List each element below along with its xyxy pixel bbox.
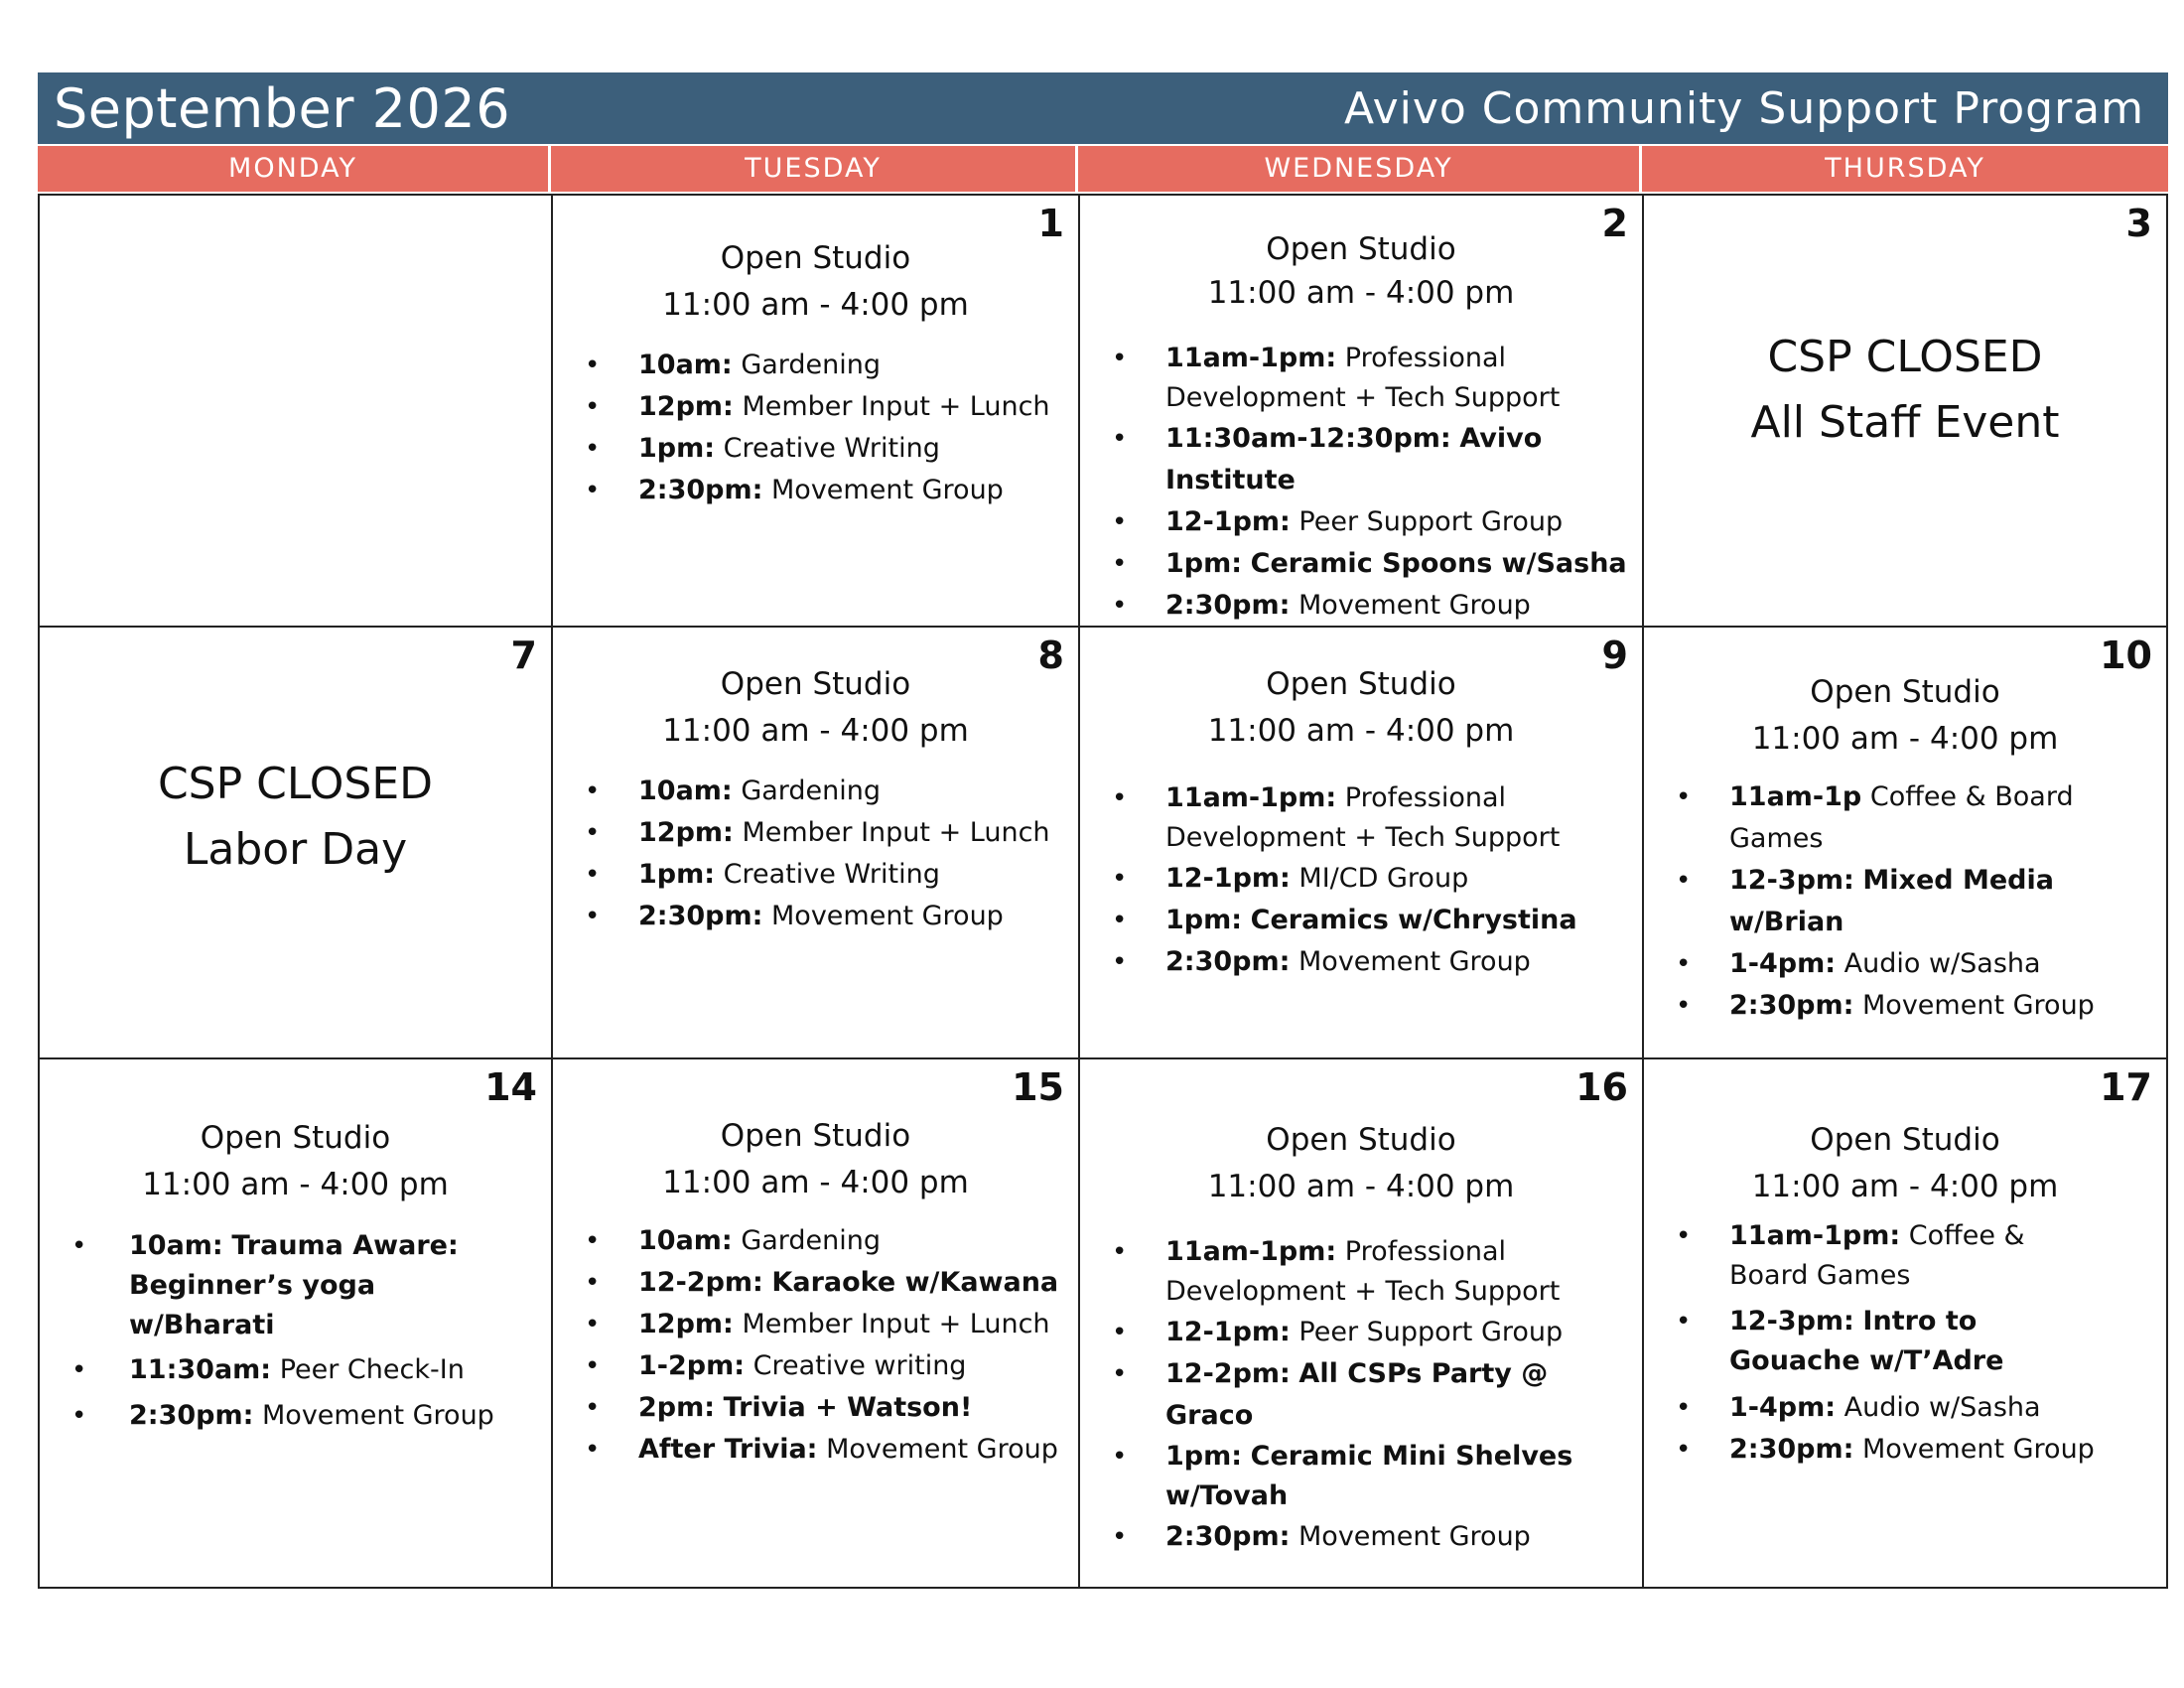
day-cell-empty	[40, 196, 553, 628]
studio-title: Open Studio	[720, 1118, 911, 1154]
weekday-monday: MONDAY	[38, 146, 551, 192]
event-item: • 2:30pm: Movement Group	[553, 896, 1078, 937]
open-studio	[40, 1115, 551, 1208]
event-list	[1080, 339, 1642, 627]
open-studio	[1080, 1117, 1642, 1210]
date-number: 17	[2100, 1065, 2152, 1109]
calendar-grid	[38, 194, 2168, 1589]
event-item: • 1pm: Ceramics w/Chrystina	[1080, 900, 1642, 941]
open-studio	[553, 1113, 1078, 1206]
day-cell-10	[1644, 628, 2166, 1059]
month-title: September 2026	[54, 76, 511, 140]
event-list	[553, 771, 1078, 937]
studio-title: Open Studio	[720, 666, 911, 702]
event-item: • 1-4pm: Audio w/Sasha	[1644, 1387, 2166, 1429]
date-number: 7	[510, 633, 537, 677]
studio-title: Open Studio	[1266, 666, 1456, 702]
event-item: • 12-1pm: Peer Support Group	[1080, 501, 1642, 543]
event-list	[1644, 776, 2166, 1027]
studio-title: Open Studio	[200, 1120, 391, 1156]
event-item: • 1-2pm: Creative writing	[553, 1345, 1078, 1387]
weekday-wednesday: WEDNESDAY	[1078, 146, 1642, 192]
closed-notice	[40, 752, 551, 883]
date-number: 9	[1601, 633, 1628, 677]
event-item: • 10am: Gardening	[553, 345, 1078, 386]
studio-hours: 11:00 am - 4:00 pm	[142, 1167, 449, 1202]
event-item: • 2:30pm: Movement Group	[1080, 1516, 1642, 1558]
program-name: Avivo Community Support Program	[1344, 82, 2144, 134]
event-item: • 1pm: Ceramic Spoons w/Sasha	[1080, 543, 1642, 585]
date-number: 15	[1012, 1065, 1064, 1109]
day-cell-2	[1080, 196, 1644, 628]
open-studio	[1644, 669, 2166, 763]
day-cell-17	[1644, 1059, 2166, 1587]
event-item: • 12-3pm: Mixed Media w/Brian	[1644, 860, 2166, 943]
studio-title: Open Studio	[1266, 231, 1456, 267]
day-cell-15	[553, 1059, 1080, 1587]
closed-notice	[1644, 325, 2166, 456]
calendar-header	[38, 72, 2168, 144]
studio-hours: 11:00 am - 4:00 pm	[1751, 1169, 2059, 1204]
event-item: • 1pm: Creative Writing	[553, 428, 1078, 470]
event-item: • 11:30am: Peer Check-In	[40, 1349, 551, 1391]
date-number: 8	[1037, 633, 1064, 677]
open-studio	[553, 235, 1078, 329]
day-cell-3	[1644, 196, 2166, 628]
open-studio	[1080, 661, 1642, 755]
day-cell-14	[40, 1059, 553, 1587]
closed-label: CSP CLOSED	[157, 759, 434, 809]
day-cell-1	[553, 196, 1080, 628]
event-item: • 1-4pm: Audio w/Sasha	[1644, 943, 2166, 985]
event-item: • 2:30pm: Movement Group	[1080, 585, 1642, 627]
event-item: • 2pm: Trivia + Watson!	[553, 1387, 1078, 1429]
event-list	[553, 345, 1078, 511]
event-list	[1080, 1232, 1642, 1558]
day-cell-16	[1080, 1059, 1644, 1587]
studio-title: Open Studio	[720, 240, 911, 276]
closed-reason: Labor Day	[183, 824, 408, 875]
studio-hours: 11:00 am - 4:00 pm	[1751, 721, 2059, 757]
event-item: • 10am: Gardening	[553, 771, 1078, 812]
weekday-thursday: THURSDAY	[1825, 153, 1985, 184]
date-number: 2	[1601, 202, 1628, 245]
studio-title: Open Studio	[1810, 1122, 2000, 1158]
date-number: 16	[1575, 1065, 1628, 1109]
event-item: • 11am-1pm: Professional Development + Tech Support	[1080, 1232, 1642, 1312]
open-studio	[1080, 227, 1642, 315]
weekday-tuesday: TUESDAY	[551, 146, 1078, 192]
event-item: • 11am-1pm: Coffee & Board Games	[1644, 1216, 2166, 1296]
event-item: • 2:30pm: Movement Group	[1080, 941, 1642, 983]
event-list	[553, 1220, 1078, 1471]
studio-hours: 11:00 am - 4:00 pm	[662, 287, 969, 323]
day-cell-8	[553, 628, 1080, 1059]
studio-hours: 11:00 am - 4:00 pm	[1207, 275, 1515, 311]
event-list	[1080, 778, 1642, 983]
event-item: • 11am-1pm: Professional Development + Tech Support	[1080, 778, 1642, 858]
studio-hours: 11:00 am - 4:00 pm	[662, 1165, 969, 1200]
event-item: • 12pm: Member Input + Lunch	[553, 386, 1078, 428]
event-list	[40, 1226, 551, 1437]
studio-hours: 11:00 am - 4:00 pm	[1207, 713, 1515, 749]
event-item: • 12-2pm: All CSPs Party @ Graco	[1080, 1353, 1642, 1437]
event-item: • 12pm: Member Input + Lunch	[553, 1304, 1078, 1345]
day-cell-9	[1080, 628, 1644, 1059]
studio-hours: 11:00 am - 4:00 pm	[662, 713, 969, 749]
closed-reason: All Staff Event	[1750, 397, 2060, 448]
date-number: 14	[484, 1065, 537, 1109]
event-list	[1644, 1216, 2166, 1471]
event-item: • 12-1pm: Peer Support Group	[1080, 1312, 1642, 1353]
event-item: • 10am: Gardening	[553, 1220, 1078, 1262]
event-item: • 2:30pm: Movement Group	[1644, 1429, 2166, 1471]
event-item: • 2:30pm: Movement Group	[40, 1395, 551, 1437]
event-item: • 11am-1p Coffee & Board Games	[1644, 776, 2166, 860]
event-item: • 1pm: Ceramic Mini Shelves w/Tovah	[1080, 1437, 1642, 1516]
date-number: 1	[1037, 202, 1064, 245]
weekday-row	[38, 146, 2168, 192]
studio-hours: 11:00 am - 4:00 pm	[1207, 1169, 1515, 1204]
day-cell-7	[40, 628, 553, 1059]
studio-title: Open Studio	[1266, 1122, 1456, 1158]
event-item: • 12pm: Member Input + Lunch	[553, 812, 1078, 854]
event-item: • 12-2pm: Karaoke w/Kawana	[553, 1262, 1078, 1304]
event-item: • 10am: Trauma Aware: Beginner’s yoga w/Bharati	[40, 1226, 551, 1345]
event-item: • 12-1pm: MI/CD Group	[1080, 858, 1642, 900]
event-item: • 12-3pm: Intro to Gouache w/T’Adre	[1644, 1302, 2166, 1381]
event-item: • 11:30am-12:30pm: Avivo Institute	[1080, 418, 1642, 501]
event-item: • 1pm: Creative Writing	[553, 854, 1078, 896]
date-number: 3	[2125, 202, 2152, 245]
event-item: • 2:30pm: Movement Group	[1644, 985, 2166, 1027]
studio-title: Open Studio	[1810, 674, 2000, 710]
open-studio	[1644, 1117, 2166, 1210]
date-number: 10	[2100, 633, 2152, 677]
event-item: • After Trivia: Movement Group	[553, 1429, 1078, 1471]
event-item: • 2:30pm: Movement Group	[553, 470, 1078, 511]
open-studio	[553, 661, 1078, 755]
event-item: • 11am-1pm: Professional Development + Tech Support	[1080, 339, 1642, 418]
closed-label: CSP CLOSED	[1767, 332, 2043, 382]
